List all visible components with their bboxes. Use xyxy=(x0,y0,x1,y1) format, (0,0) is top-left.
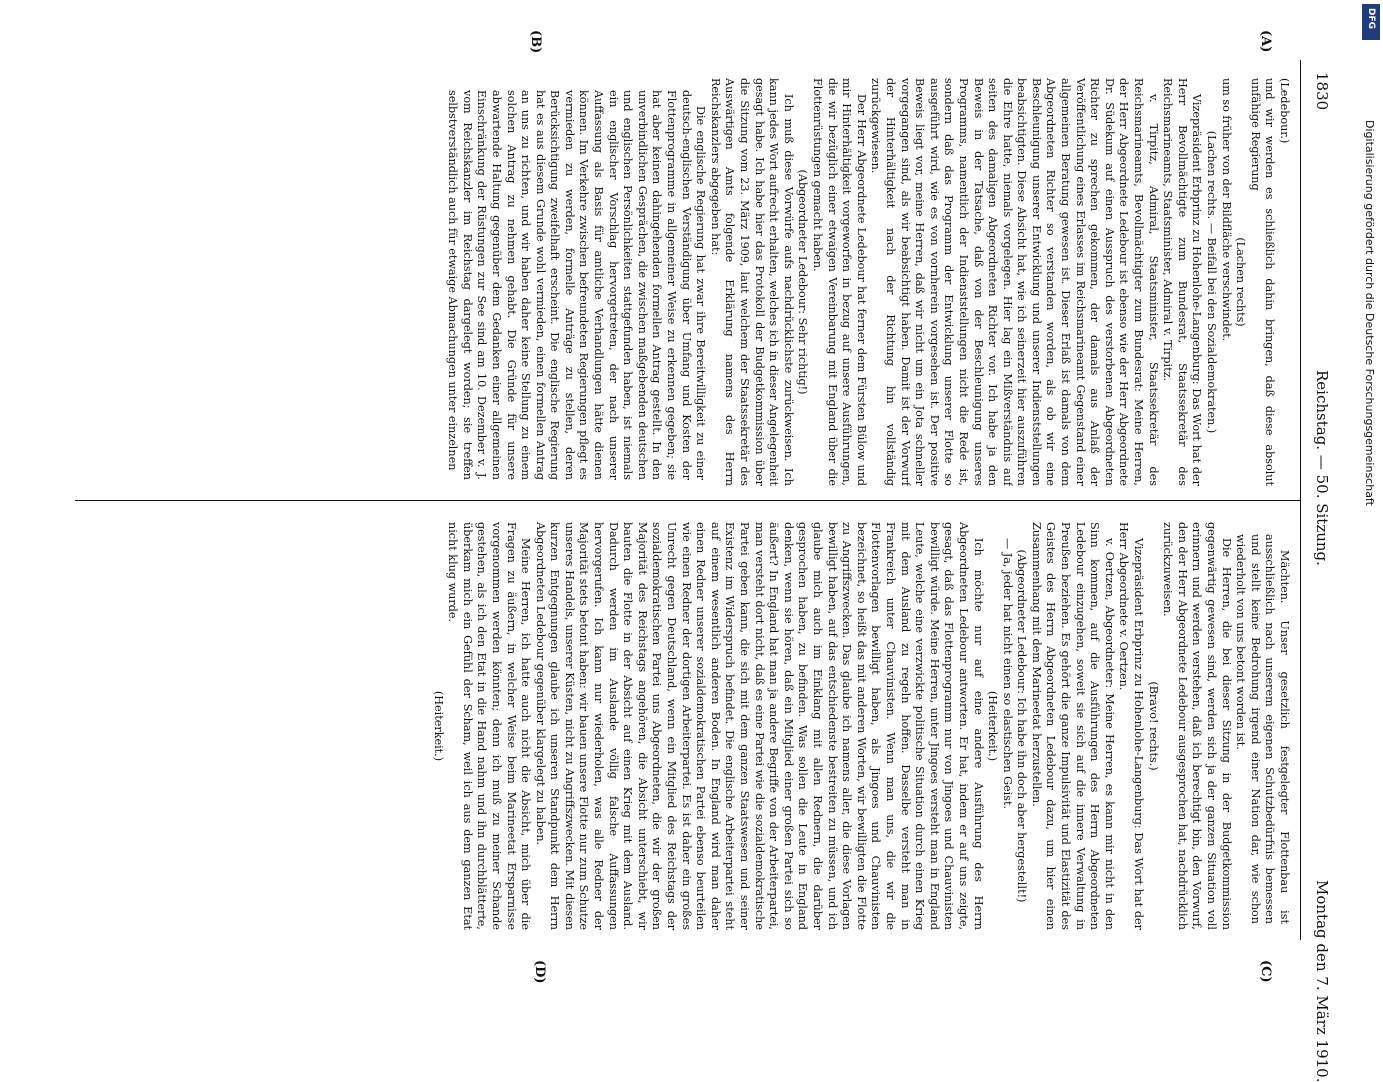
column-divider xyxy=(75,500,1301,501)
paragraph: Meine Herren, ich hatte auch nicht die Absicht, mich über die Fragen zu äußern, in welcher Weise beim Marineetat Ersparnisse vorgenommen werden könnten; denn ich muß zu meiner Schande gestehen, als ich den Etat in die Hand nahm und ihn durchblätterte, überkam mich ein Gefühl der Scham, weil ich aus dem ganzen Etat nicht klug wurde. xyxy=(446,522,533,930)
margin-mark-b: (B) xyxy=(528,30,543,54)
dfg-logo xyxy=(1362,4,1380,40)
paragraph: um so früher von der Bildfläche verschwindet. xyxy=(1219,78,1233,342)
margin-mark-a: (A) xyxy=(1258,30,1273,53)
margin-mark-c: (C) xyxy=(1258,960,1273,983)
speech-paragraph: v. Oertzen, Abgeordneter: Meine Herren, es kann mir nicht in den Sinn kommen, auf die Ausführungen des Herrn Abgeordneten Ledebour einzugehen, soweit sie sich auf die innere Verwaltung in Preußen beziehen. Es gehört die ganze Impulsivität und Elastizität des Geistes des Herrn Abgeordneten Ledebour dazu, um hier einen Zusammenhang mit dem Marineetat herzustellen. xyxy=(1029,522,1116,930)
paragraph: Vizepräsident Erbprinz zu Hohenlohe-Langenburg: Das Wort hat der Herr Abgeordnete v. Oertzen. xyxy=(1117,522,1146,930)
paragraph: — Ja, jeder hat nicht einen so elastischen Geist. xyxy=(1000,538,1014,810)
interjection: (Lachen rechts) xyxy=(1234,237,1248,327)
paragraph: Ich möchte nur auf eine andere Ausführung des Herrn Abgeordneten Ledebour antworten. Er hat, indem er auf uns zeigte, gesagt, daß das Flottenprogramm nur von Jingoes und Chauvinisten bewilligt würde. Meine Herren, unter Jingoes versteht man in England Leute, welche eine verzwickte politische Situation durch einen Krieg mit dem Ausland zu regeln hoffen. Dasselbe versteht man in Frankreich unter Chauvinisten. Wenn man uns, die wir die Flottenvorlagen bewilligt haben, als Jingoes und Chauvinisten bezeichnet, so heißt das mit anderen Worten, wir bewilligten die Flotte zu Angriffszwecken. Das glaube ich namens aller, die diese Vorlagen bewilligt haben, auf das entschiedenste bestreiten zu müssen, und ich glaube mich auch im Einklang mit allen Rednern, die darüber gesprochen haben, zu befinden. Was sollen die Leute in England denken, wenn sie hören, daß ein Mitglied einer großen Partei sich so äußert? In England hat man ja andere Begriffe von der Arbeiterpartei, man versteht dort nicht, daß es eine Partei wie die sozialdemokratische Partei geben kann, die sich mit dem ganzen Staatswesen und seiner Existenz im Widerspruch befindet. Die englische Arbeiterpartei steht auf einem wesentlich anderen Boden. In England wird man daher einen Redner unserer sozialdemokratischen Partei ebenso beurteilen wie einen Redner der dortigen Arbeiterpartei. Es ist daher ein großes Unrecht gegen Deutschland, wenn ein Mitglied des Reichstags der sozialdemokratischen Partei uns Abgeordneten, die wir der großen Majorität des Reichstags angehören, die Absicht unterschiebt, wir bauten die Flotte in der Absicht auf einen Krieg mit dem Ausland. Dadurch werden im Auslande völlig falsche Auffassungen hervorgerufen. Ich kann nur wiederholen, was alle Redner der Majorität stets betont haben: wir bauen unsere Flotte nur zum Schutze unseres Handels, unserer Küsten, nicht zu Angriffszwecken. Mit diesen kurzen Entgegnungen glaube ich unseren Standpunkt dem Herrn Abgeordneten Ledebour gegenüber klargelegt zu haben. xyxy=(533,522,985,930)
page-number: 1830 xyxy=(1313,72,1331,111)
left-running-title: Reichstag. — 50. Sitzung. xyxy=(1313,370,1331,566)
paragraph: Ich muß diese Vorwürfe aufs nachdrücklichste zurückweisen. Ich kann jedes Wort aufrecht erhalten, welches ich in dieser Angelegenheit gesagt habe. Ich habe hier das Protokoll der Budgetkommission über die Sitzung vom 23. März 1909, laut welchem der Staatssekretär des Auswärtigen Amts folgende Erklärung namens des Herrn Reichskanzlers abgegeben hat: xyxy=(708,78,795,486)
quoted-declaration: Die englische Regierung hat zwar ihre Bereitwilligkeit zu einer deutsch-englischen Verständigung über Umfang und Kosten der Flottenprogramme in allgemeiner Weise zu erkennen gegeben; sie hat aber keinen dahingehenden formellen Antrag gestellt. In den unverbindlichen Gesprächen, die zwischen maßgebenden deutschen und englischen Persönlichkeiten stattgefunden haben, ist niemals ein englischer Vorschlag hervorgetreten, der nach unserer Auffassung als Basis für amtliche Verhandlungen hätte dienen können. Im Verkehre zwischen befreundeten Regierungen pflegt es vermieden zu werden, formelle Anträge zu stellen, deren Berücksichtigung zweifelhaft erscheint. Die englische Regierung hat es aus diesem Grunde wohl vermieden, einen formellen Antrag an uns zu richten, und wir haben daher keine Stellung zu einem solchen Antrag zu nehmen gehabt. Die Gründe für unsere abwartende Haltung gegenüber dem Gedanken einer allgemeinen Einschränkung der Rüstungen zur See sind am 10. Dezember v. J. vom Reichskanzler im Reichstag dargelegt worden; sie treffen selbstverständlich auch für etwaige Abmachungen unter einzelnen xyxy=(446,90,708,480)
digitization-credit xyxy=(1360,120,1380,980)
interjection: (Heiterkeit.) xyxy=(986,690,1000,762)
dfg-logo-text: DFG xyxy=(1366,8,1376,30)
quoted-declaration: Mächten. Unser gesetzlich festgelegter Flottenbau ist ausschließlich nach unserem eigenen Schutzbedürfnis bemessen und stellt keine Bedrohung irgend einer Nation dar, wie schon wiederholt von uns betont worden ist. xyxy=(1234,534,1291,924)
interjection: (Lachen rechts. — Beifall bei den Sozialdemokraten.) xyxy=(1205,130,1219,434)
running-head xyxy=(1305,60,1335,1082)
right-running-title: Montag den 7. März 1910. xyxy=(1313,880,1331,1082)
paragraph: Der Herr Abgeordnete Ledebour hat ferner dem Fürsten Bülow und mir Hinterhältigkeit vorgeworfen in bezug auf unsere Ausführungen, die wir bezüglich einer etwaigen Vereinbarung mit England über die Flottenrüstungen gemacht haben. xyxy=(811,78,868,486)
paragraph: Vizepräsident Erbprinz zu Hohenlohe-Langenburg: Das Wort hat der Herr Bevollmächtigte zum Bundesrat, Staatssekretär des Reichsmarineamts, Staatsminister, Admiral v. Tirpitz. xyxy=(1161,78,1204,486)
interjection: (Abgeordneter Ledebour: Ich habe ihn doch aber hergestellt!) xyxy=(1015,549,1029,903)
paragraph: Die Herren, die bei dieser Sitzung in der Budgetkommission gegenwärtig gewesen sind, werden sich ja der ganzen Situation voll erinnern und werden verstehen, daß ich berechtigt bin, den Vorwurf, den der Herr Abgeordnete Ledebour ausgesprochen hat, nachdrücklich zurückzuweisen. xyxy=(1161,522,1233,930)
interjection: (Heiterkeit.) xyxy=(431,690,445,762)
digitization-credit-text: Digitalisierung gefördert durch die Deutsche Forschungsgemeinschaft xyxy=(1363,120,1376,506)
interjection: (Abgeordneter Ledebour: Sehr richtig!) xyxy=(796,169,810,395)
right-column xyxy=(75,522,1291,930)
paragraph: und wir werden es schließlich dahin bringen, daß diese absolut unfähige Regierung xyxy=(1248,78,1277,486)
interjection: (Bravo! rechts.) xyxy=(1146,681,1160,771)
left-column xyxy=(75,78,1291,486)
document-page xyxy=(65,30,1335,1082)
paragraph: (Ledebour.) xyxy=(1278,78,1291,144)
speech-paragraph: v. Tirpitz, Admiral, Staatsminister, Staatssekretär des Reichsmarineamts, Bevollmächtigter zum Bundesrat: Meine Herren, der Herr Abgeordnete Ledebour ist ebenso wie der Herr Abgeordnete Dr. Südekum auf einen Ausspruch des verstorbenen Abgeordneten Richter zu sprechen gekommen, der damals aus Anlaß der Veröffentlichung eines Erlasses im Reichsmarineamt Gegenstand einer allgemeinen Beratung gewesen ist. Dieser Erlaß ist damals von dem Abgeordneten Richter so verstanden worden, als ob wir eine Beschleunigung unserer Entwicklung und unserer Indienststellungen beabsichtigten. Diese Absicht hat, wie ich seinerzeit hier auszuführen die Ehre hatte, niemals vorgelegen. Hier lag ein Mißverständnis auf seiten des damaligen Abgeordneten Richter vor. Ich habe ja den Beweis in der Tatsache, daß von der Beschleunigung unseres Programms, namentlich der Indienststellungen nicht die Rede ist, sondern daß das Programm der Entwicklung unserer Flotte so ausgeführt wird, wie es von vornherein vorgesehen ist. Der positive Beweis liegt vor, meine Herren, daß wir nicht um ein Jota schneller vorgegangen sind, als wir beabsichtigt haben. Damit ist der Vorwurf der Hinterhältigkeit nach der Richtung hin vollständig zurückgewiesen. xyxy=(869,78,1160,486)
margin-mark-d: (D) xyxy=(532,960,547,984)
